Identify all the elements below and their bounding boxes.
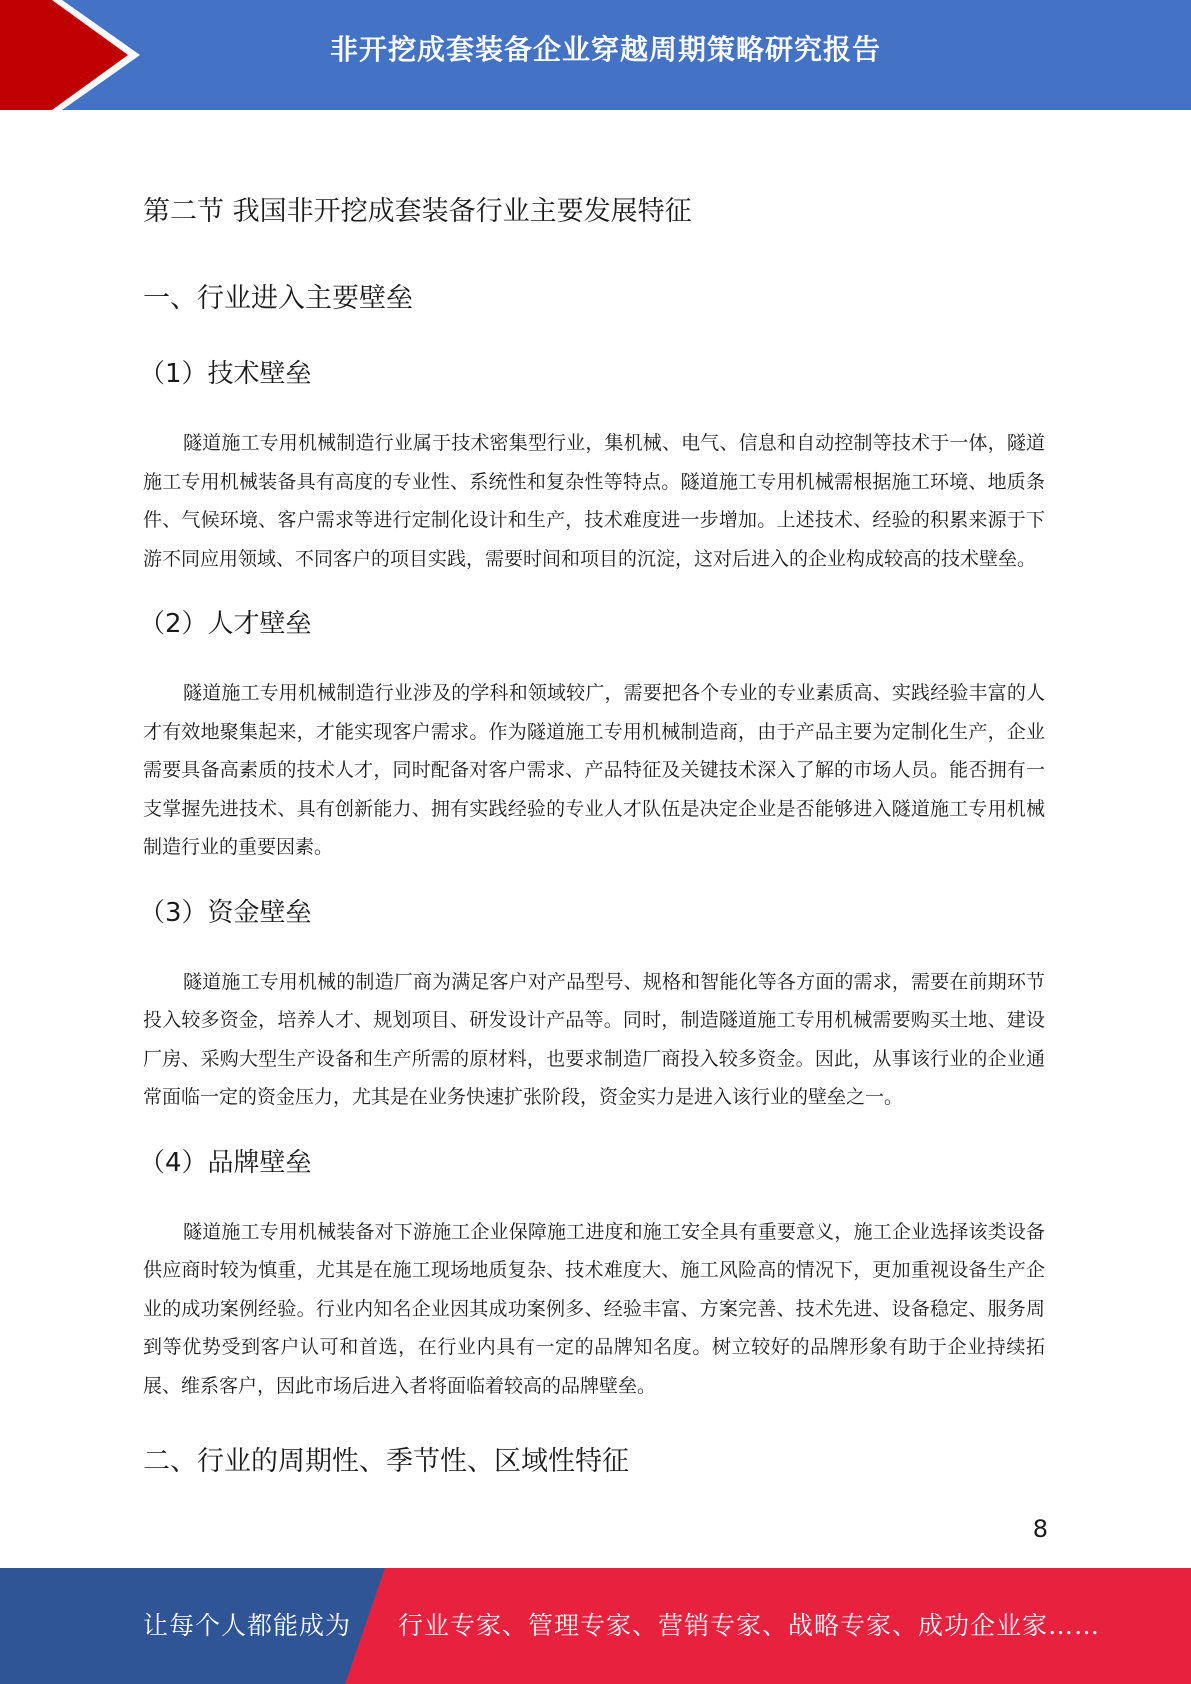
subsection-title-technology: （1）技术壁垒	[139, 359, 312, 389]
header-chevron-decoration	[0, 0, 160, 110]
page-header	[0, 0, 1191, 110]
subsection-title-brand: （4）品牌壁垒	[139, 1147, 312, 1178]
page-number: 8	[1032, 1515, 1048, 1543]
footer-slogan-left: 让每个人都能成为	[143, 1611, 352, 1640]
section-title: 第二节 我国非开挖成套装备行业主要发展特征	[143, 196, 692, 227]
page-footer	[0, 1568, 1191, 1684]
paragraph-brand-barrier: 隧道施工专用机械装备对下游施工企业保障施工进度和施工安全具有重要意义，施工企业选择该类设备供应商时较为慎重，尤其是在施工现场地质复杂、技术难度大、施工风险高的情况下，更加重视设备生产企业的成功案例经验。行业内知名企业因其成功案例多、经验丰富、方案完善、技术先进、设备稳定、服务周到等优势受到客户认可和首选，在行业内具有一定的品牌知名度。树立较好的品牌形象有助于企业持续拓展、维系客户，因此市场后进入者将面临着较高的品牌壁垒。	[143, 1220, 1045, 1397]
paragraph-talent-barrier: 隧道施工专用机械制造行业涉及的学科和领域较广，需要把各个专业的专业素质高、实践经验丰富的人才有效地聚集起来，才能实现客户需求。作为隧道施工专用机械制造商，由于产品主要为定制化生产，企业需要具备高素质的技术人才，同时配备对客户需求、产品特征及关键技术深入了解的市场人员。能否拥有一支掌握先进技术、具有创新能力、拥有实践经验的专业人才队伍是决定企业是否能够进入隧道施工专用机械制造行业的重要因素。	[143, 682, 1045, 858]
heading-industry-characteristics: 二、行业的周期性、季节性、区域性特征	[143, 1446, 629, 1477]
footer-slogan-right: 行业专家、管理专家、营销专家、战略专家、成功企业家……	[398, 1611, 1101, 1640]
report-title: 非开挖成套装备企业穿越周期策略研究报告	[329, 33, 881, 66]
paragraph-technology-barrier: 隧道施工专用机械制造行业属于技术密集型行业，集机械、电气、信息和自动控制等技术于一体，隧道施工专用机械装备具有高度的专业性、系统性和复杂性等特点。隧道施工专用机械需根据施工环境、地质条件、气候环境、客户需求等进行定制化设计和生产，技术难度进一步增加。上述技术、经验的积累来源于下游不同应用领域、不同客户的项目实践，需要时间和项目的沉淀，这对后进入的企业构成较高的技术壁垒。	[143, 432, 1045, 570]
heading-entry-barriers: 一、行业进入主要壁垒	[143, 283, 413, 314]
subsection-title-talent: （2）人才壁垒	[139, 609, 312, 639]
subsection-title-capital: （3）资金壁垒	[139, 897, 312, 928]
document-body	[139, 170, 1045, 1491]
paragraph-capital-barrier: 隧道施工专用机械的制造厂商为满足客户对产品型号、规格和智能化等各方面的需求，需要在前期环节投入较多资金，培养人才、规划项目、研发设计产品等。同时，制造隧道施工专用机械需要购买土地、建设厂房、采购大型生产设备和生产所需的原材料，也要求制造厂商投入较多资金。因此，从事该行业的企业通常面临一定的资金压力，尤其是在业务快速扩张阶段，资金实力是进入该行业的壁垒之一。	[143, 970, 1045, 1108]
